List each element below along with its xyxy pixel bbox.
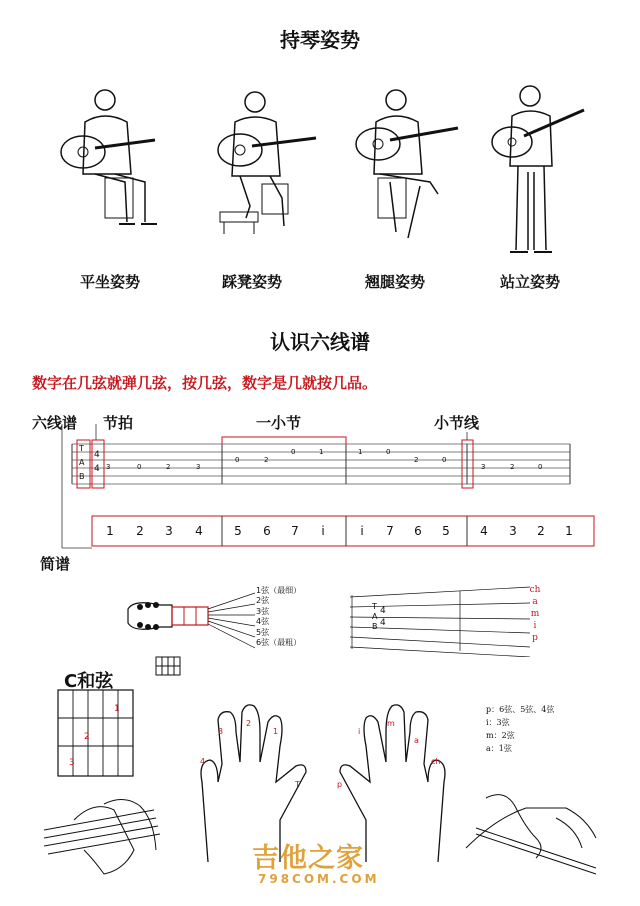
- label-barline: 小节线: [434, 414, 480, 432]
- right-hand-finger-m: m: [387, 719, 395, 728]
- label-tab: 六线谱: [32, 414, 78, 432]
- tab-number: 2: [414, 456, 419, 464]
- jianpu-note: 6: [263, 524, 271, 538]
- right-hand-finger-ch: ch: [431, 757, 441, 766]
- watermark-url: 798COM.COM: [258, 872, 380, 886]
- jianpu-note: 4: [480, 524, 488, 538]
- tablature-rule-text: 数字在几弦就弹几弦，按几弦，数字是几就按几品。: [32, 374, 378, 392]
- jianpu-note: 5: [234, 524, 242, 538]
- posture-label-standing: 站立姿势: [500, 273, 561, 291]
- jianpu-note: 2: [136, 524, 144, 538]
- chord-finger-1: 1: [114, 704, 120, 714]
- chord-finger-2: 2: [84, 732, 90, 742]
- fretting-hand-sketch: [44, 790, 164, 880]
- jianpu-note: 1: [106, 524, 114, 538]
- label-measure: 一小节: [256, 414, 302, 432]
- jianpu-note: 2: [537, 524, 545, 538]
- tab-number: 2: [264, 456, 269, 464]
- tab-number: 2: [510, 463, 515, 471]
- strings-tab-clef: T A B: [372, 602, 378, 631]
- tab-number: 3: [196, 463, 201, 471]
- jianpu-note: 6: [414, 524, 422, 538]
- right-hand-finger-p: p: [337, 780, 343, 789]
- left-hand-finger-2: 2: [246, 719, 252, 728]
- left-hand-finger-3: 3: [218, 727, 224, 736]
- tab-number: 3: [481, 463, 486, 471]
- string-labels: 1弦（最细） 2弦 3弦 4弦 5弦 6弦（最粗）: [256, 586, 302, 648]
- jianpu-note: i: [360, 524, 364, 538]
- jianpu-note: 7: [386, 524, 394, 538]
- strings-time-signature: 4 4: [380, 606, 386, 628]
- c-chord-diagram: [50, 688, 140, 780]
- right-hand-finger-labels: ch a m i p: [529, 585, 541, 643]
- tab-number: 0: [538, 463, 543, 471]
- tab-number: 0: [442, 456, 447, 464]
- headstock-strings-diagram: [120, 585, 550, 657]
- chord-title: C和弦: [64, 671, 114, 692]
- tab-number: 3: [106, 463, 111, 471]
- tab-number: 1: [358, 448, 363, 456]
- jianpu-note: 1: [565, 524, 573, 538]
- tab-time-signature: 4 4: [94, 450, 100, 474]
- right-hand-finger-i: i: [358, 727, 361, 736]
- jianpu-note: 7: [291, 524, 299, 538]
- picking-hand-sketch: [456, 778, 606, 878]
- finger-legend: p：6弦、5弦、4弦 i：3弦 m：2弦 a：1弦: [486, 705, 555, 753]
- tab-number: 0: [235, 456, 240, 464]
- tab-number: 0: [386, 448, 391, 456]
- left-hand-finger-4: 4: [200, 757, 206, 766]
- tab-number: 2: [166, 463, 171, 471]
- posture-title: 持琴姿势: [280, 28, 360, 52]
- watermark-name: 吉他之家: [252, 843, 364, 874]
- chord-icon: [150, 656, 182, 678]
- left-hand-thumb: T: [295, 780, 300, 789]
- left-hand-finger-1: 1: [273, 727, 279, 736]
- posture-label-footstool: 踩凳姿势: [222, 273, 283, 291]
- jianpu-note: 3: [509, 524, 517, 538]
- tab-number: 0: [137, 463, 142, 471]
- jianpu-note: i: [321, 524, 325, 538]
- tab-clef: T A B: [79, 444, 85, 481]
- jianpu-note: 5: [442, 524, 450, 538]
- posture-label-crossleg: 翘腿姿势: [365, 273, 426, 291]
- chord-finger-3: 3: [69, 758, 75, 768]
- tab-number: 0: [291, 448, 296, 456]
- tab-number: 1: [319, 448, 324, 456]
- jianpu-note: 3: [165, 524, 173, 538]
- label-beat: 节拍: [103, 414, 134, 432]
- label-jianpu: 简谱: [40, 555, 71, 573]
- posture-label-sitting: 平坐姿势: [80, 273, 141, 291]
- tablature-title: 认识六线谱: [270, 330, 370, 354]
- right-hand-finger-a: a: [414, 736, 419, 745]
- jianpu-note: 4: [195, 524, 203, 538]
